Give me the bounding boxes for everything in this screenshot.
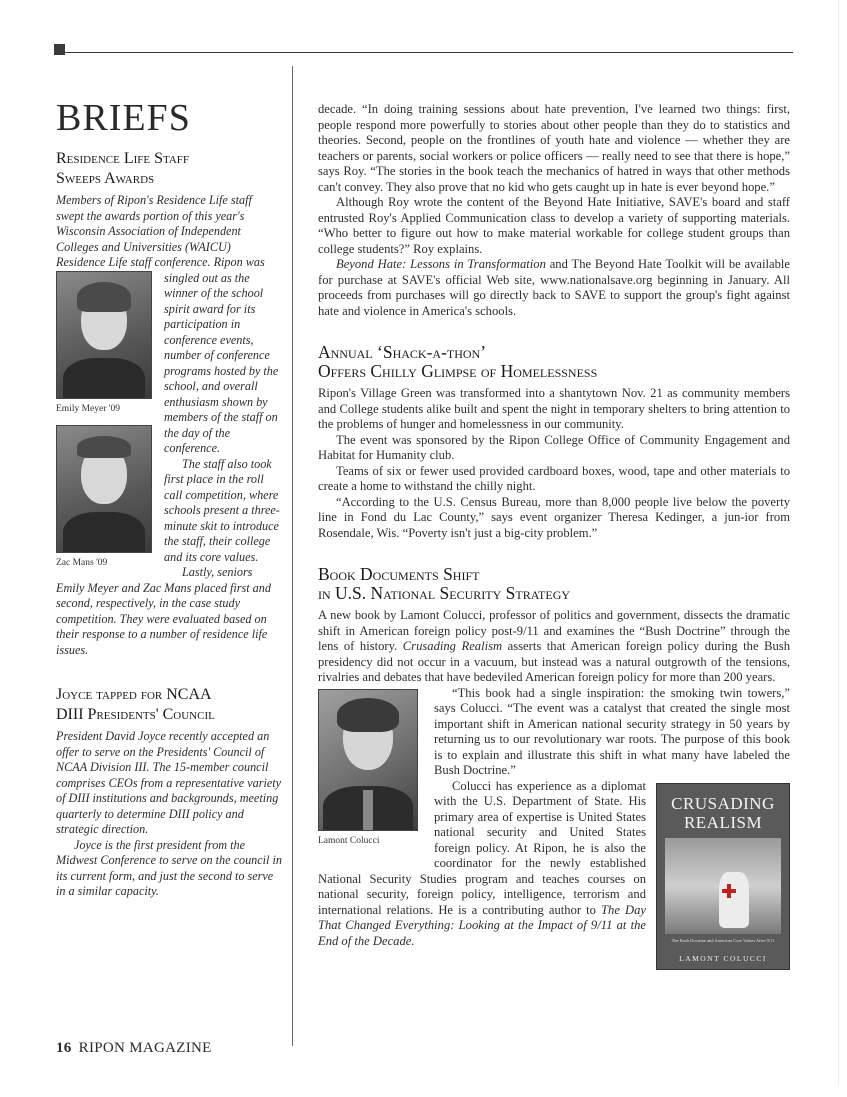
article-shack-a-thon	[318, 343, 790, 541]
photo-emily-meyer	[56, 271, 152, 399]
shack-para-1: Ripon's Village Green was transformed into a shantytown Nov. 21 as community members and College students alike built and spent the night in temporary shelters to bring attention to the problems of hunger and homelessness in our community.	[318, 386, 790, 431]
residence-para-1: singled out as the winner of the school spirit award for its participation in conference events, number of conference programs hosted by the school, and overall enthusiasm shown by members of the staff on the day of the conference.	[164, 270, 279, 455]
page-footer	[56, 1040, 212, 1057]
left-column	[56, 96, 282, 900]
book-para-1-text-a: A new book by Lamont Colucci, professor of politics and government, dissects the dramatic shift in American foreign policy post-9/11 and examines the “Bush Doctrine” through the lens of history.	[318, 608, 790, 653]
section-title: BRIEFS	[56, 97, 191, 139]
headline-joyce-line1: Joyce tapped for NCAA	[56, 686, 212, 703]
article-residence-life	[56, 150, 282, 658]
hate-para-3-text: and The Beyond Hate Toolkit will be available for purchase at SAVE's official Web site, www.nationalsave.org beginning in January. All proceeds from purchases will go directly back to SAVE to support the group's fight against hate and violence in America's schools.	[318, 257, 790, 318]
headline-shack-line1: Annual ‘Shack-a-thon’	[318, 342, 487, 362]
headline-residence-line1: Residence Life Staff	[56, 150, 190, 167]
top-rule-marker	[54, 44, 65, 55]
book-cover-crusading-realism	[656, 783, 790, 970]
hate-para-3	[318, 257, 790, 319]
crusading-realism-title: Crusading Realism	[402, 639, 503, 653]
shack-para-3: Teams of six or fewer used provided cardboard boxes, wood, tape and other materials to create a home to withstand the chilly night.	[318, 463, 790, 493]
caption-emily-meyer: Emily Meyer '09	[56, 403, 120, 414]
magazine-name: RIPON MAGAZINE	[78, 1040, 212, 1056]
page-number: 16	[56, 1040, 72, 1056]
headline-residence-line2: Sweeps Awards	[56, 170, 155, 187]
residence-intro: Members of Ripon's Residence Life staff swept the awards portion of this year's Wisconsin Association of Independent Colleges and Universities (WAICU) Residence Life staff conference. Ripon was	[56, 193, 265, 269]
residence-para-2: The staff also took first place in the roll call competition, where schools present a three-minute skit to introduce the staff, their college and its core values.	[164, 456, 280, 564]
residence-para-3: Lastly, seniors Emily Meyer and Zac Mans placed first and second, respectively, in the case study competition. They were evaluated based on their response to a number of residence life issues.	[56, 565, 271, 657]
top-rule	[65, 52, 793, 53]
joyce-para-1: President David Joyce recently accepted an offer to serve on the Presidents' Council of NCAA Division III. The 15-member council comprises CEOs from a representative variety of DIII institutions and backgrounds, meeting quarterly to determine DIII policy and strategic direction.	[56, 729, 282, 836]
photo-block-meyer	[56, 271, 159, 579]
right-column	[318, 102, 790, 970]
headline-book-line1: Book Documents Shift	[318, 564, 480, 584]
article-book	[318, 564, 790, 963]
photo-block-colucci	[318, 689, 424, 857]
book-para-2: “This book had a single inspiration: the smoking twin towers,” says Colucci. “The event was a catalyst that created the single most important shift in American national security strategy in 50 years by returning us to our revolutionary war roots. The purpose of this book is to explain and illustrate this shift in what many have labeled the Bush Doctrine.”	[434, 685, 790, 777]
caption-zac-mans: Zac Mans '09	[56, 557, 108, 568]
book-para-1	[318, 608, 790, 686]
hate-para-2: Although Roy wrote the content of the Beyond Hate Initiative, SAVE's board and staff entrusted Roy's Applied Communication class to develop a variety of supporting materials. “Who better to figure out how to make material workable for college student groups than college students?” Roy explains.	[318, 195, 790, 256]
shack-para-4: “According to the U.S. Census Bureau, more than 8,000 people live below the poverty line in Fond du Lac County,” says event organizer Theresa Kedinger, a jun-ior from Rosendale, Wis. “Poverty isn't just a big-city problem.”	[318, 494, 790, 540]
headline-shack-line2: Offers Chilly Glimpse of Homelessness	[318, 361, 598, 381]
photo-lamont-colucci	[318, 689, 418, 831]
book-cover-author: LAMONT COLUCCI	[679, 953, 767, 963]
headline-book-line2: in U.S. National Security Strategy	[318, 583, 571, 603]
page-edge	[838, 0, 839, 1085]
article-joyce	[56, 686, 282, 900]
book-cover-illustration	[665, 838, 781, 934]
day-that-changed-title: The Day That Changed Everything: Looking at the Impact of 9/11 at the End of the Decade.	[318, 902, 646, 948]
photo-zac-mans	[56, 425, 152, 553]
headline-joyce-line2: DIII Presidents' Council	[56, 706, 215, 723]
book-para-1-text-b: asserts that American foreign policy during the Bush presidency did not occur in a vacuum, but instead was a natural outgrowth of the tensions, rivalries and debates that have bedeviled American foreign policy for more than 200 years.	[318, 639, 790, 684]
book-cover-title: CRUSADING REALISM	[671, 793, 775, 832]
column-divider	[292, 66, 293, 1046]
caption-lamont-colucci: Lamont Colucci	[318, 835, 380, 846]
article-beyond-hate	[318, 102, 790, 319]
hate-para-1: decade. “In doing training sessions about hate prevention, I've learned two things: first, people respond more powerfully to stories about other people than they do to statistics and theories. Second, people on the frontlines of youth hate and violence — whether they are teachers or parents, social workers or police officers — really need to see that there is hope,” says Roy. “The stories in the book teach the mechanics of hatred in ways that other methods can't convey. They also prove that no kid who gets caught up in hate is ever beyond hope.”	[318, 102, 790, 194]
book-para-3-text: Colucci has experience as a diplomat with the U.S. Department of State. His primary area of expertise is United States national security and United States foreign policy. At Ripon, he is also the coordinator for the newly established National Security Studies program and teaches courses on national security, foreign policy, intelligence, terrorism and international relations. He is a contributing author to	[318, 778, 646, 917]
book-cover-subtitle: The Bush Doctrine and American Core Values After 9/11	[671, 937, 775, 943]
beyond-hate-title: Beyond Hate: Lessons in Transformation	[336, 257, 546, 271]
shack-para-2: The event was sponsored by the Ripon College Office of Community Engagement and Habitat for Humanity club.	[318, 432, 790, 462]
joyce-para-2: Joyce is the first president from the Midwest Conference to serve on the council in its current form, and just the second to serve in a similar capacity.	[56, 837, 282, 898]
